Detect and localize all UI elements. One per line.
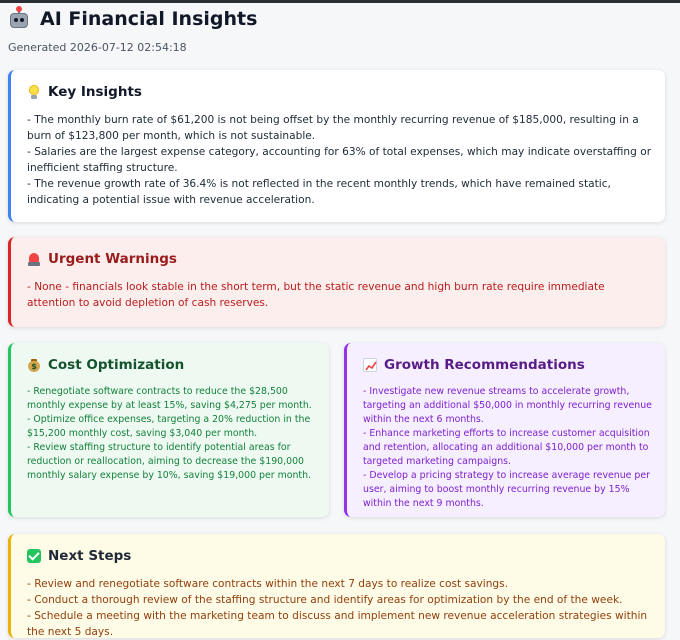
lightbulb-icon (27, 85, 41, 99)
cost-optimization-heading (27, 357, 317, 373)
generated-timestamp: Generated 2026-07-12 02:54:18 (8, 41, 187, 54)
urgent-warnings-title: Urgent Warnings (48, 251, 177, 267)
urgent-warnings-text: - None - financials look stable in the short term, but the static revenue and high burn rate require immediate attention to avoid depletion of cash reserves. (27, 281, 605, 309)
next-steps-heading (27, 548, 653, 564)
page-title: AI Financial Insights (40, 8, 258, 30)
next-steps-text: - Review and renegotiate software contracts within the next 7 days to realize cost savings. - Conduct a thorough review of the staffing structure and identify areas for optimization by the end of the week. - Schedule a meeting with the marketing team to discuss and implement new revenue acceleration strategies within the next 5 days. (27, 578, 648, 638)
chart-increasing-icon (363, 358, 377, 372)
key-insights-text: - The monthly burn rate of $61,200 is not being offset by the monthly recurring revenue of $185,000, resulting in a burn of $123,800 per month, which is not sustainable. - Salaries are the largest expense category, accounting for 63% of total expenses, which may indicate overstaffing or inefficient staffing structure. - The revenue growth rate of 36.4% is not reflected in the recent monthly trends, which have remained static, indicating a potential issue with revenue acceleration. (27, 114, 652, 206)
money-bag-icon: $ (27, 358, 41, 372)
robot-icon (8, 8, 30, 30)
next-steps-title: Next Steps (48, 548, 132, 564)
growth-recommendations-card (344, 343, 665, 517)
key-insights-card (8, 70, 665, 222)
next-steps-card (8, 534, 665, 638)
growth-recommendations-title: Growth Recommendations (384, 357, 585, 373)
check-mark-icon (27, 549, 41, 563)
page-header (8, 8, 668, 54)
key-insights-heading (27, 84, 653, 100)
cost-optimization-text: - Renegotiate software contracts to reduce the $28,500 monthly expense by at least 15%, saving $4,275 per month. - Optimize office expenses, targeting a 20% reduction in the $15,200 monthly cost, saving $3,040 per month. - Review staffing structure to identify potential areas for reduction or reallocation, aiming to decrease the $190,000 monthly salary expense by 10%, saving $19,000 per month. (27, 386, 312, 481)
cost-optimization-title: Cost Optimization (48, 357, 185, 373)
title-row (8, 8, 668, 30)
siren-icon (27, 252, 41, 266)
cost-optimization-card (8, 343, 329, 517)
urgent-warnings-heading (27, 251, 653, 267)
key-insights-title: Key Insights (48, 84, 142, 100)
window-top-bar (0, 0, 680, 3)
growth-recommendations-heading (363, 357, 653, 373)
growth-recommendations-text: - Investigate new revenue streams to accelerate growth, targeting an additional $50,000 in monthly recurring revenue within the next 6 months. - Enhance marketing efforts to increase customer acquisition and retention, allocating an additional $10,000 per month to targeted marketing campaigns. - Develop a pricing strategy to increase average revenue per user, aiming to boost monthly recurring revenue by 15% within the next 9 months. (363, 386, 652, 509)
urgent-warnings-card (8, 237, 665, 327)
